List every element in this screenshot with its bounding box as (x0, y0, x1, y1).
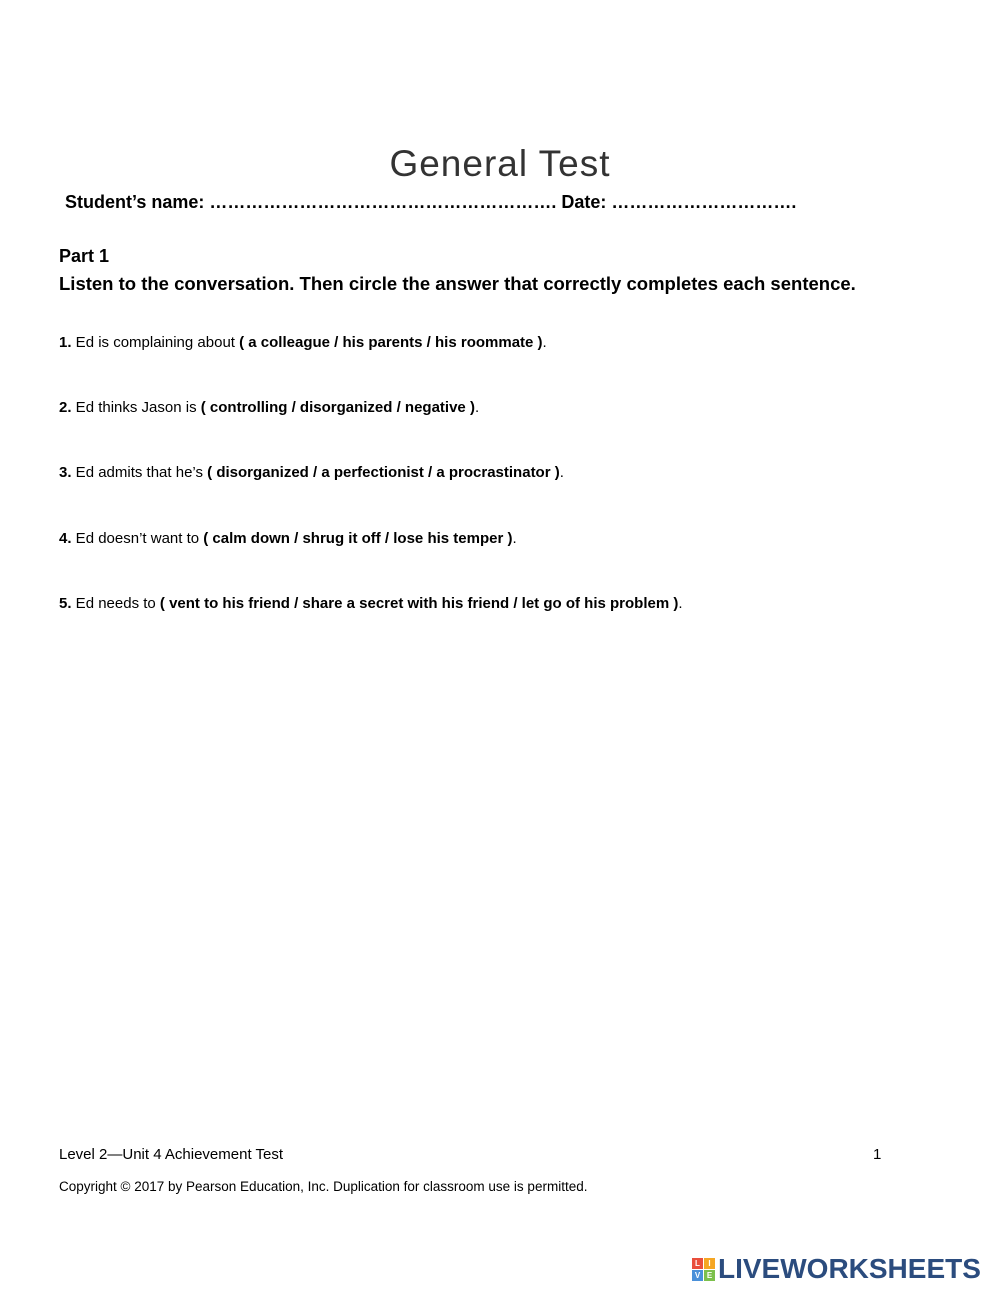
logo-tile: L (692, 1258, 703, 1269)
question-options[interactable]: ( controlling / disorganized / negative ) (200, 399, 475, 416)
footer-test-name: Level 2—Unit 4 Achievement Test (59, 1146, 284, 1163)
question-end: . (678, 595, 683, 612)
question-options[interactable]: ( vent to his friend / share a secret with his friend / let go of his problem ) (159, 595, 679, 612)
question-number: 3. (59, 464, 72, 481)
logo-tile: I (704, 1258, 715, 1269)
logo-text: LIVEWORKSHEETS (718, 1253, 981, 1284)
liveworksheets-logo[interactable] (692, 1252, 981, 1286)
question-3 (59, 464, 564, 481)
logo-tile: V (692, 1270, 703, 1281)
question-options[interactable]: ( a colleague / his parents / his roommate ) (239, 334, 543, 351)
copyright-notice: Copyright © 2017 by Pearson Education, Inc. Duplication for classroom use is permitted. (59, 1179, 588, 1194)
question-end: . (559, 464, 564, 481)
liveworksheets-logo-icon (692, 1258, 715, 1281)
question-end: . (474, 399, 480, 416)
part-label: Part 1 (59, 246, 110, 266)
question-stem: Ed admits that he’s (71, 464, 208, 481)
question-stem: Ed doesn’t want to (71, 530, 204, 547)
question-options[interactable]: ( calm down / shrug it off / lose his temper ) (203, 530, 513, 547)
page-title: General Test (389, 143, 611, 184)
question-number: 2. (59, 399, 72, 416)
question-stem: Ed needs to (71, 595, 160, 612)
question-number: 4. (59, 530, 72, 547)
part-instructions: Listen to the conversation. Then circle the answer that correctly completes each sentence. (59, 273, 856, 294)
question-number: 5. (59, 595, 72, 612)
student-name-date-line: Student’s name: …………………………………………………. Date: …………………………. (65, 192, 797, 212)
logo-tile: E (704, 1270, 715, 1281)
footer-page-number: 1 (873, 1146, 882, 1163)
question-5 (59, 595, 683, 612)
question-4 (59, 530, 517, 547)
question-1 (59, 334, 547, 351)
question-number: 1. (59, 334, 72, 351)
question-stem: Ed is complaining about (71, 334, 240, 351)
question-end: . (512, 530, 517, 547)
question-options[interactable]: ( disorganized / a perfectionist / a procrastinator ) (207, 464, 560, 481)
question-end: . (542, 334, 547, 351)
question-2 (59, 399, 479, 416)
question-stem: Ed thinks Jason is (71, 399, 201, 416)
